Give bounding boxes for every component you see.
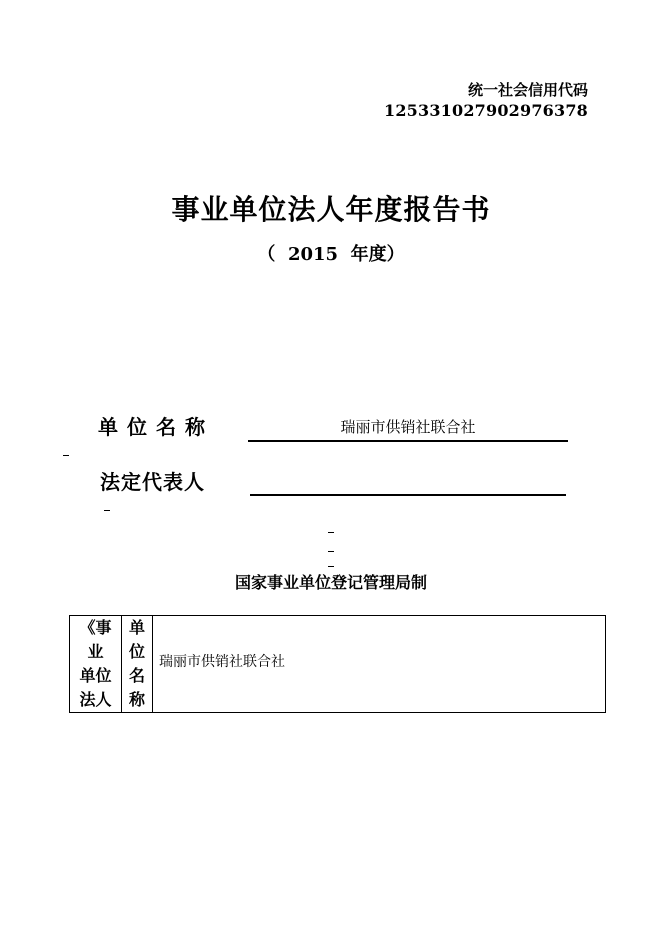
unit-name-underline: [248, 440, 568, 442]
table-cell-text: 位: [128, 642, 145, 661]
table-cell-text: 名: [128, 666, 145, 685]
info-table: [69, 615, 606, 713]
report-title: 事业单位法人年度报告书: [171, 193, 491, 226]
table-field-label: [122, 616, 153, 713]
table-cell-text: 单位: [79, 666, 112, 685]
legal-rep-underline: [250, 494, 566, 496]
unit-name-value: 瑞丽市供销社联合社: [340, 418, 476, 436]
credit-code-label: 统一社会信用代码: [467, 81, 588, 99]
table-row: [70, 616, 606, 713]
table-cell-text: 法人: [79, 690, 112, 709]
credit-code-value: 12533102790297637​8: [384, 101, 588, 120]
stray-mark: [328, 532, 334, 533]
table-cell-text: 《事: [79, 618, 112, 637]
table-field-value: 瑞丽市供销社联合社: [153, 616, 606, 713]
issuer-line: 国家事业单位登记管理局制: [234, 573, 427, 592]
table-cell-text: 业: [87, 642, 104, 661]
stray-mark: [104, 510, 110, 511]
stray-mark: [63, 455, 69, 456]
table-cell-text: 称: [128, 690, 145, 709]
stray-mark: [328, 566, 334, 567]
table-section-header: [70, 616, 122, 713]
table-cell-text: 单: [128, 618, 145, 637]
legal-rep-label: 法定代表人: [100, 470, 205, 494]
unit-name-label: 单位名称: [98, 415, 214, 439]
stray-mark: [328, 551, 334, 552]
report-year: （ 2015 年度）: [257, 244, 405, 265]
